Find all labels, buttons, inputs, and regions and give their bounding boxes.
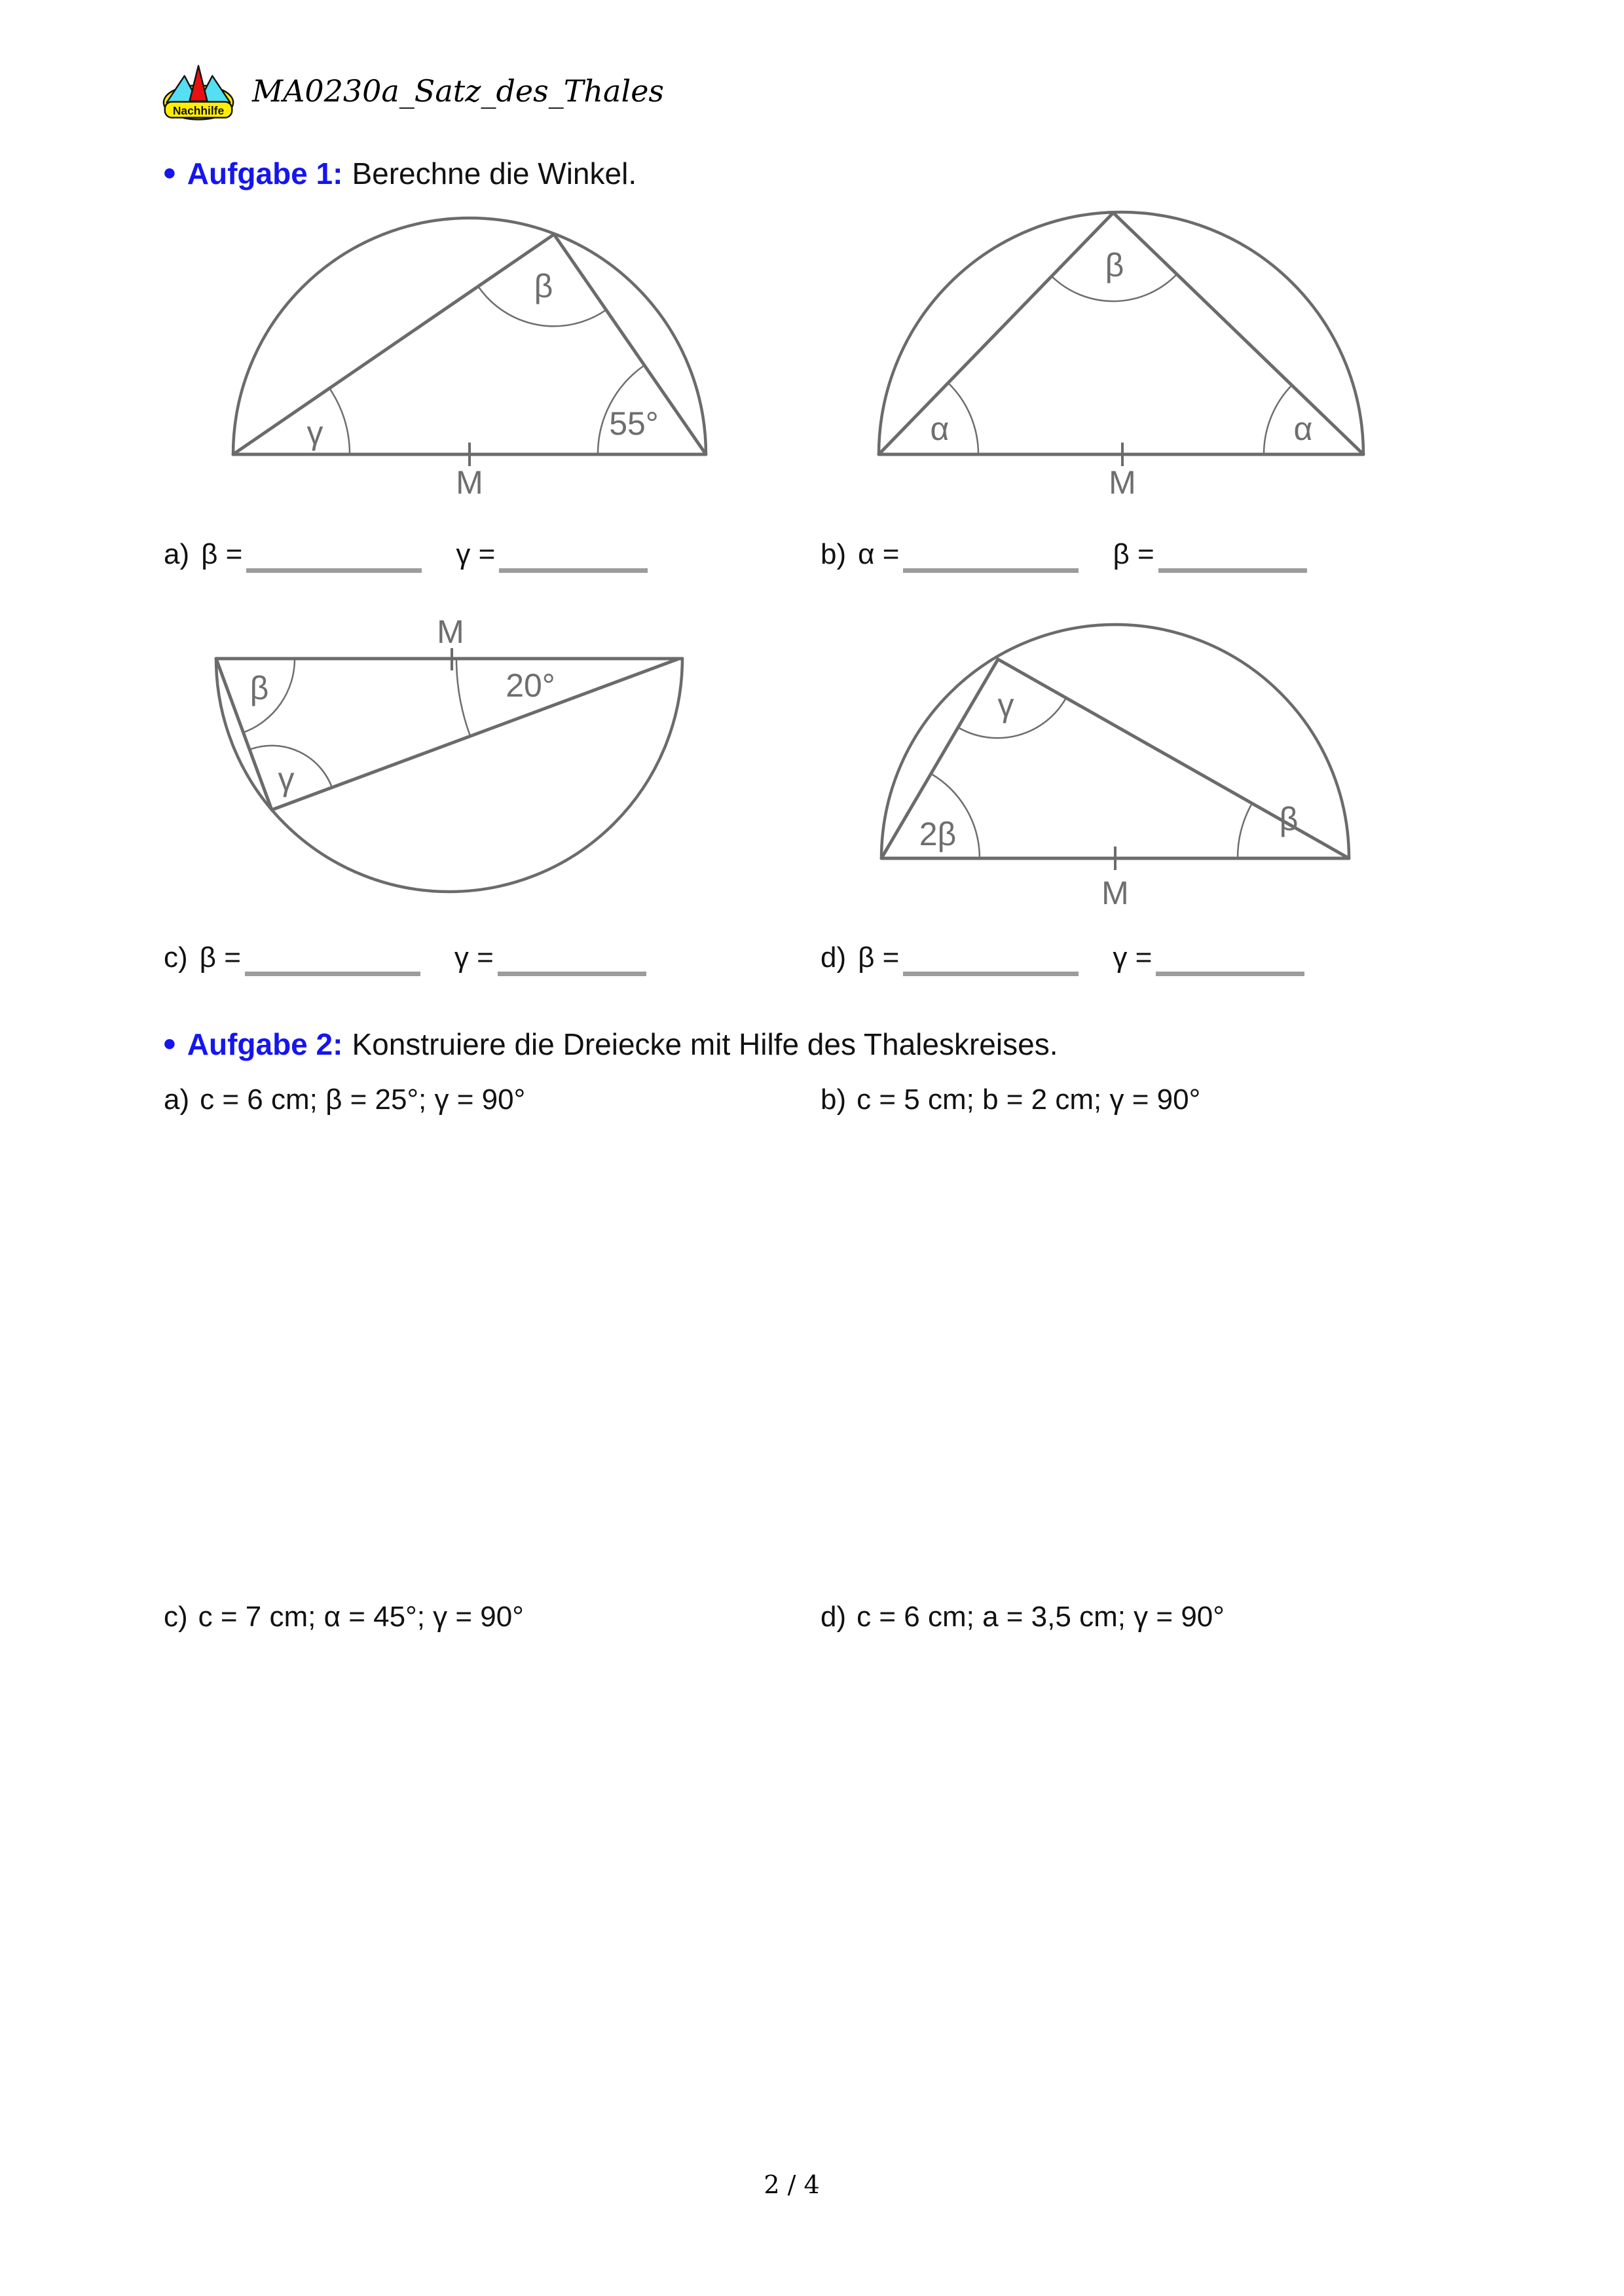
answer-row-d [821, 941, 1304, 981]
center-m-label: M [456, 464, 483, 501]
center-m-label: M [1101, 875, 1129, 911]
construction-item-c [164, 1601, 524, 1633]
field-label-1: β = [199, 941, 241, 974]
field-label-1: β = [858, 941, 900, 974]
item-text: c = 7 cm; α = 45°; γ = 90° [198, 1601, 524, 1633]
field-label-1: β = [201, 538, 243, 570]
alpha-left-angle-arc [948, 383, 978, 454]
beta-label: β [1105, 247, 1124, 283]
bullet-icon: ● [162, 1029, 177, 1056]
diagram-b [874, 203, 1372, 507]
field-label-2: γ = [1113, 941, 1153, 974]
gamma-label: γ [278, 761, 295, 797]
20deg-angle-arc [456, 659, 470, 736]
diagram-c [213, 615, 710, 930]
center-m-label: M [437, 615, 464, 650]
answer-blank-2 [498, 965, 646, 976]
field-label-2: γ = [456, 538, 496, 570]
item-id: c) [164, 1601, 188, 1633]
gamma-label: γ [997, 687, 1014, 723]
item-text: c = 6 cm; β = 25°; γ = 90° [200, 1084, 526, 1116]
field-label-2: β = [1113, 538, 1154, 570]
answer-blank-2 [499, 562, 648, 573]
item-id: c) [164, 941, 188, 974]
angle-20-label: 20° [506, 667, 555, 704]
school-logo [160, 63, 236, 122]
answer-blank-1 [245, 965, 420, 976]
beta-label: β [249, 670, 269, 706]
item-id: b) [821, 1084, 847, 1116]
answer-row-c [164, 941, 646, 981]
page-number: 2 / 4 [764, 2170, 820, 2199]
task1-instruction: Berechne die Winkel. [352, 156, 637, 191]
alpha-left-label: α [930, 410, 950, 447]
item-id: a) [164, 1084, 190, 1116]
task2-heading [162, 1027, 1058, 1062]
task1-heading [162, 156, 637, 191]
field-label-1: α = [858, 538, 900, 570]
item-id: a) [164, 538, 190, 570]
center-m-label: M [1109, 464, 1136, 501]
angle-55-label: 55° [609, 405, 659, 442]
alpha-right-angle-arc [1264, 385, 1292, 454]
answer-blank-1 [903, 562, 1079, 573]
bullet-icon: ● [162, 158, 177, 185]
answer-blank-2 [1158, 562, 1307, 573]
answer-blank-2 [1156, 965, 1304, 976]
answer-row-a [164, 538, 648, 577]
gamma-label: γ [306, 414, 323, 451]
task1-label: Aufgabe 1: [187, 156, 343, 191]
item-id: b) [821, 538, 847, 570]
task2-instruction: Konstruiere die Dreiecke mit Hilfe des Thaleskreises. [352, 1027, 1058, 1061]
page-title: MA0230a_Satz_des_Thales [252, 73, 665, 109]
answer-blank-1 [903, 965, 1079, 976]
beta-label: β [1279, 801, 1299, 837]
item-text: c = 6 cm; a = 3,5 cm; γ = 90° [857, 1601, 1225, 1633]
gamma-angle-arc [329, 388, 350, 454]
logo-text: Nachhilfe [172, 103, 225, 117]
construction-item-b [821, 1084, 1200, 1116]
beta-label: β [534, 268, 553, 304]
2beta-label: 2β [919, 816, 957, 852]
field-label-2: γ = [454, 941, 494, 974]
item-text: c = 5 cm; b = 2 cm; γ = 90° [857, 1084, 1201, 1116]
mountain-logo-icon [160, 63, 236, 122]
construction-item-a [164, 1084, 525, 1116]
item-id: d) [821, 941, 847, 974]
diagram-a [216, 210, 714, 514]
answer-blank-1 [246, 562, 422, 573]
diagram-d [864, 609, 1372, 917]
alpha-right-label: α [1293, 410, 1313, 447]
task2-label: Aufgabe 2: [187, 1027, 343, 1061]
answer-row-b [821, 538, 1307, 577]
construction-item-d [821, 1601, 1225, 1633]
beta-angle-arc [1238, 803, 1252, 858]
item-id: d) [821, 1601, 847, 1633]
